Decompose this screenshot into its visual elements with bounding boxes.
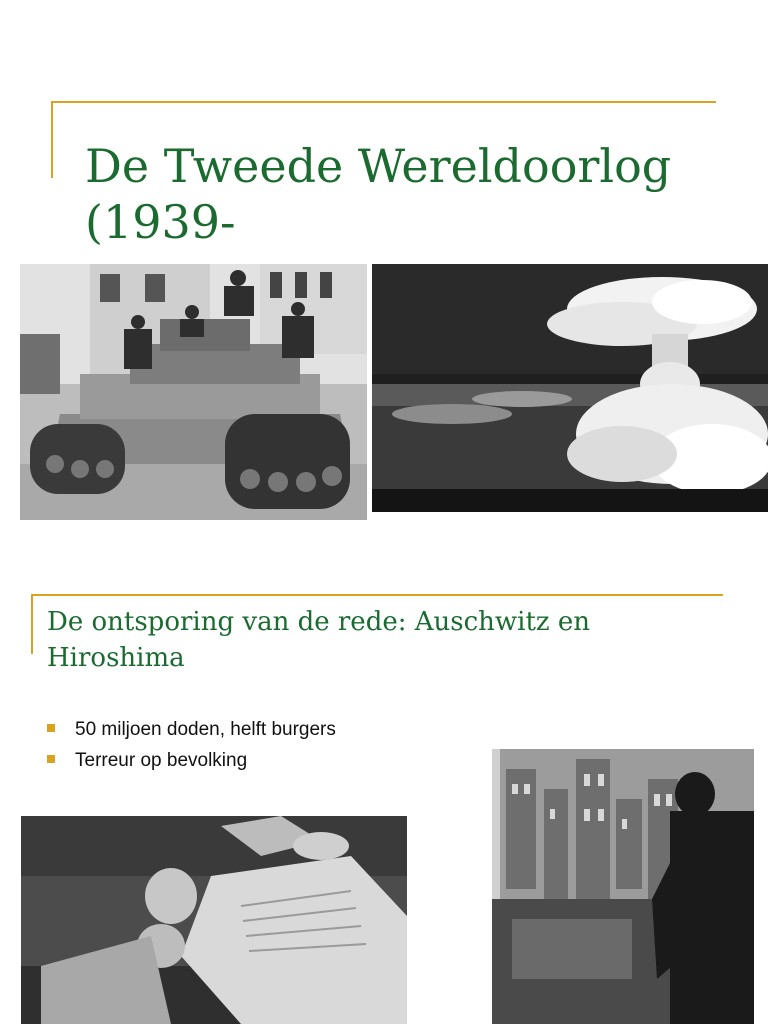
- title-accent-line: [31, 594, 723, 596]
- bullet-marker-icon: [47, 724, 55, 732]
- title-accent-line: [51, 101, 716, 103]
- slide-title: De Tweede Wereldoorlog (1939-: [85, 139, 672, 249]
- bullet-list: [47, 714, 336, 776]
- bullet-marker-icon: [47, 755, 55, 763]
- slide-title: De ontsporing van de rede: Auschwitz en Hiroshima: [47, 607, 591, 673]
- slide-2: [0, 560, 768, 1024]
- title-accent-bar: [51, 101, 53, 178]
- bullet-item: [47, 745, 336, 776]
- camp-victims-photo: [21, 816, 407, 1024]
- bullet-text: 50 miljoen doden, helft burgers: [75, 719, 336, 740]
- bullet-item: [47, 714, 336, 745]
- mushroom-cloud-photo: [372, 264, 768, 512]
- tank-photo: [20, 264, 367, 520]
- bullet-text: Terreur op bevolking: [75, 750, 248, 771]
- title-accent-bar: [31, 594, 33, 654]
- ruined-city-photo: [492, 749, 754, 1024]
